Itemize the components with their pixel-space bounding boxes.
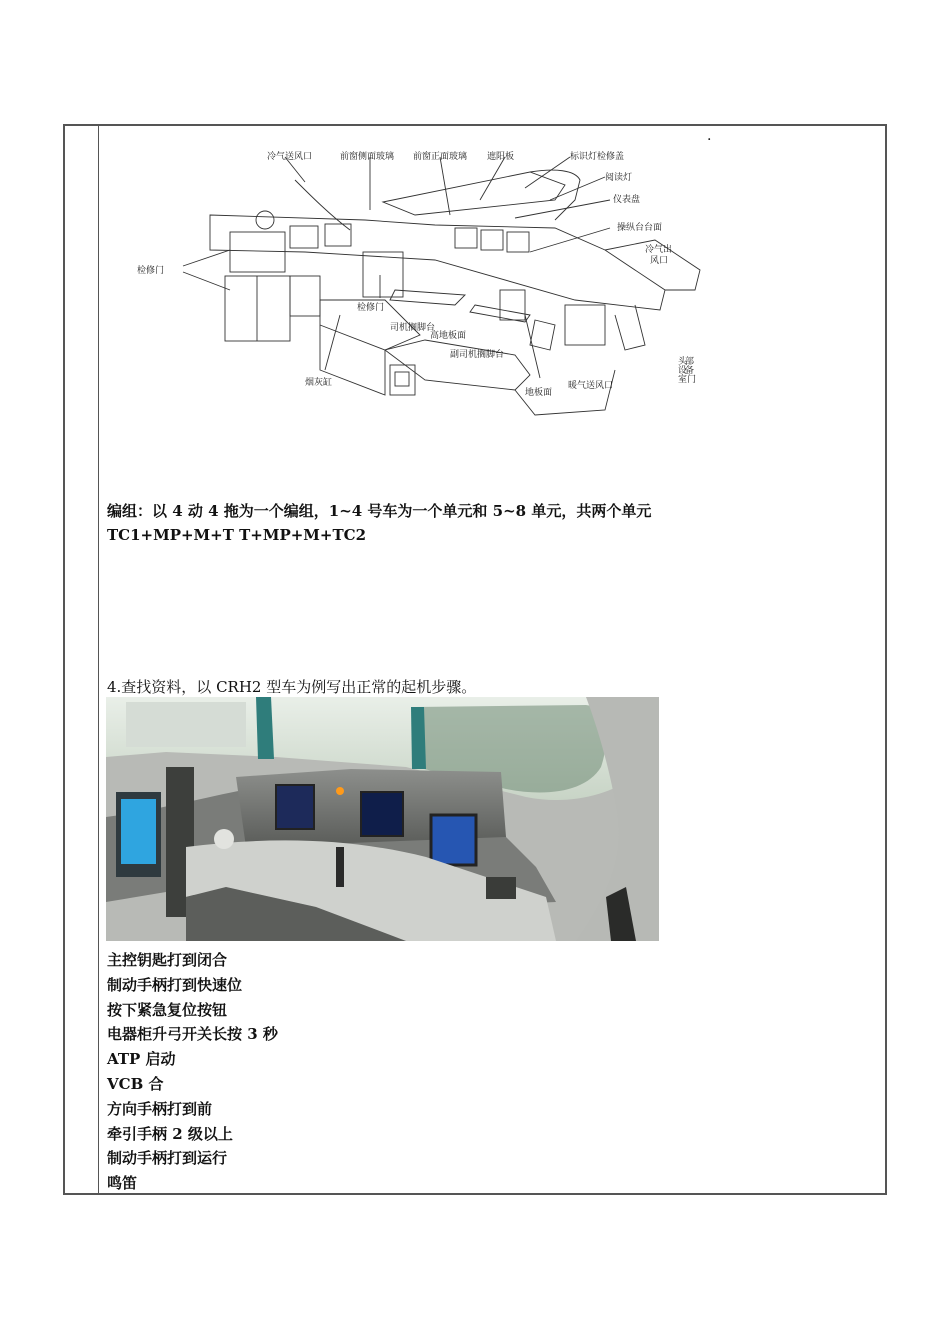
formation-line-2: TC1+MP+M+T T+MP+M+TC2: [107, 526, 367, 544]
startup-steps: [107, 948, 278, 1196]
diagram-label: 阅读灯: [605, 173, 633, 183]
diagram-label: 部: [685, 357, 695, 367]
diagram-label: 冷气出: [645, 245, 673, 255]
diagram-label: 检修门: [357, 303, 385, 313]
diagram-label: 标识灯检修盖: [570, 152, 625, 162]
diagram-label: 检修门: [137, 266, 165, 276]
diagram-label: 设: [678, 366, 688, 376]
step-item: 方向手柄打到前: [107, 1099, 213, 1118]
diagram-label: 风口: [650, 256, 669, 266]
diagram-label: 遮阳板: [487, 152, 515, 162]
diagram-label: 操纵台台面: [617, 223, 663, 233]
step-item: 制动手柄打到快速位: [107, 975, 243, 994]
diagram-label: 前窗正面玻璃: [413, 152, 468, 162]
diagram-label: 地板面: [525, 388, 553, 398]
diagram-label: 头: [678, 357, 688, 367]
step-item: ATP 启动: [107, 1050, 176, 1069]
question-heading: 4.查找资料，以 CRH2 型车为例写出正常的起机步骤。: [107, 678, 477, 696]
diagram-label: 前窗侧面玻璃: [340, 152, 395, 162]
step-item: VCB 合: [107, 1074, 164, 1093]
diagram-label: 司机搁脚台: [390, 323, 436, 333]
step-item: 制动手柄打到运行: [107, 1149, 228, 1168]
step-item: 电器柜升弓开关长按 3 秒: [107, 1025, 278, 1044]
diagram-label: 高地板面: [430, 331, 467, 341]
step-item: 牵引手柄 2 级以上: [107, 1124, 233, 1143]
table-column-divider: [98, 124, 99, 1195]
cab-diagram: [135, 140, 705, 430]
cab-photo: [106, 697, 659, 941]
formation-line-1: 编组：以 4 动 4 拖为一个编组，1~4 号车为一个单元和 5~8 单元，共两个单元: [107, 502, 652, 520]
stray-dot: .: [707, 128, 712, 144]
diagram-label: 副司机搁脚台: [450, 350, 505, 360]
step-item: 按下紧急复位按钮: [107, 1000, 228, 1019]
diagram-label: 备: [685, 366, 695, 376]
diagram-label: 室门: [678, 375, 697, 385]
step-item: 鸣笛: [107, 1174, 138, 1193]
diagram-label: 暖气送风口: [568, 381, 614, 391]
diagram-label: 冷气送风口: [267, 152, 313, 162]
step-item: 主控钥匙打到闭合: [107, 951, 228, 969]
diagram-label: 仪表盘: [613, 195, 641, 205]
diagram-label: 烟灰缸: [305, 378, 333, 388]
